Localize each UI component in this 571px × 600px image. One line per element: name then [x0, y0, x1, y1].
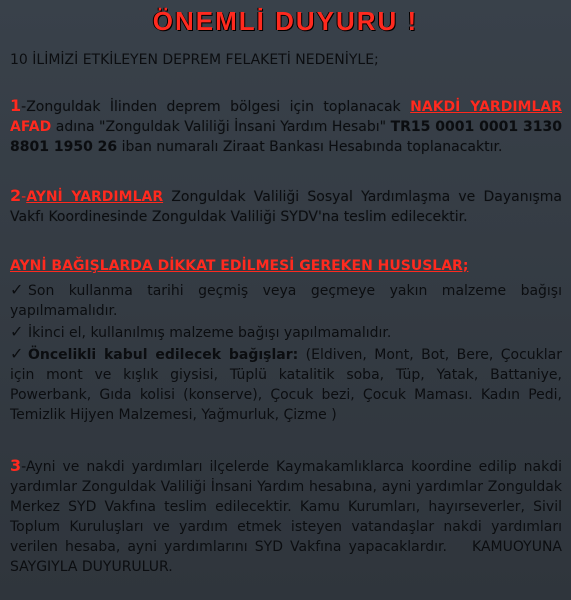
check-item-3 — [10, 344, 562, 425]
check-item-3-bold: Öncelikli kabul edilecek bağışlar: — [28, 347, 299, 363]
check-item-1 — [10, 280, 562, 321]
item-3 — [10, 456, 562, 577]
check-item-1-text: Son kullanma tarihi geçmiş veya geçmeye yakın malzeme bağışı yapılmamalıdır. — [10, 283, 562, 319]
checkmark-icon: ✓ — [10, 280, 24, 299]
checkmark-icon: ✓ — [10, 344, 24, 363]
item-2: 2-AYNİ YARDIMLAR Zonguldak Valiliği Sosyal Yardımlaşma ve Dayanışma Vakfı Koordinesinde Zonguldak Valiliği SYDV'na teslim edilecektir. — [10, 186, 562, 225]
item-2-rest: Zonguldak Valiliği Sosyal Yardımlaşma ve Dayanışma Vakfı Koordinesinde Zonguldak Valiliği SYDV'na teslim edilecektir. — [10, 189, 562, 225]
check-item-2 — [10, 322, 562, 343]
page-title: ÖNEMLİ DUYURU ! — [152, 6, 419, 36]
item-1-account-name: "Zonguldak Valiliği İnsani Yardım Hesabı" — [99, 119, 387, 135]
check-item-3-text: (Eldiven, Mont, Bot, Bere, Çocuklar için mont ve kışlık giysisi, Tüplü katalitik soba, Tüp, Yatak, Battaniye, Powerbank, Gıda kolisi (konserve), Çocuk bezi, Çocuk Maması. Kadın Pedi, Temizlik Hijyen Malzemesi, Yağmurluk, Çizme ) — [10, 347, 562, 423]
item-1 — [10, 96, 562, 157]
item-1-afad: AFAD — [10, 119, 52, 135]
item-2-highlight: AYNİ YARDIMLAR — [26, 189, 164, 205]
item-1-part2: adına — [51, 119, 100, 135]
intro-line: 10 İLİMİZİ ETKİLEYEN DEPREM FELAKETİ NEDENİYLE; — [10, 52, 379, 68]
item-1-iban: TR15 0001 0001 3130 8801 1950 26 — [10, 119, 562, 155]
item-3-text: -Ayni ve nakdi yardımları ilçelerde Kaymakamlıklarca koordine edilip nakdi yardımlar Zonguldak Valiliği İnsani Yardım hesabına, ayni yardımlar Zonguldak Merkez SYD Vakfına teslim edilecektir. Kamu Kurumları, hayırseverler, Sivil Toplum Kuruluşları ve yardım etmek isteyen vatandaşlar nakdi yardımları verilen hesaba, ayni yardımlarını SYD Vakfına yapacaklardır. — [10, 459, 562, 555]
closing-line: KAMUOYUNA SAYGIYLA DUYURULUR. — [10, 539, 562, 575]
item-1-number: 1 — [10, 96, 22, 115]
item-2-number: 2 — [10, 186, 22, 205]
item-1-part3: iban numaralı Ziraat Bankası Hesabında toplanacaktır. — [117, 139, 503, 155]
item-3-number: 3 — [10, 456, 22, 475]
item-1-highlight: NAKDİ YARDIMLAR — [410, 99, 562, 115]
item-1-part1: -Zonguldak İlinden deprem bölgesi için toplanacak — [21, 99, 411, 115]
notice-heading: AYNİ BAĞIŞLARDA DİKKAT EDİLMESİ GEREKEN HUSUSLAR; — [10, 258, 469, 274]
checkmark-icon: ✓ — [10, 322, 24, 341]
notice-heading-block — [10, 256, 562, 276]
check-item-2-text: İkinci el, kullanılmış malzeme bağışı yapılmamalıdır. — [28, 325, 392, 341]
